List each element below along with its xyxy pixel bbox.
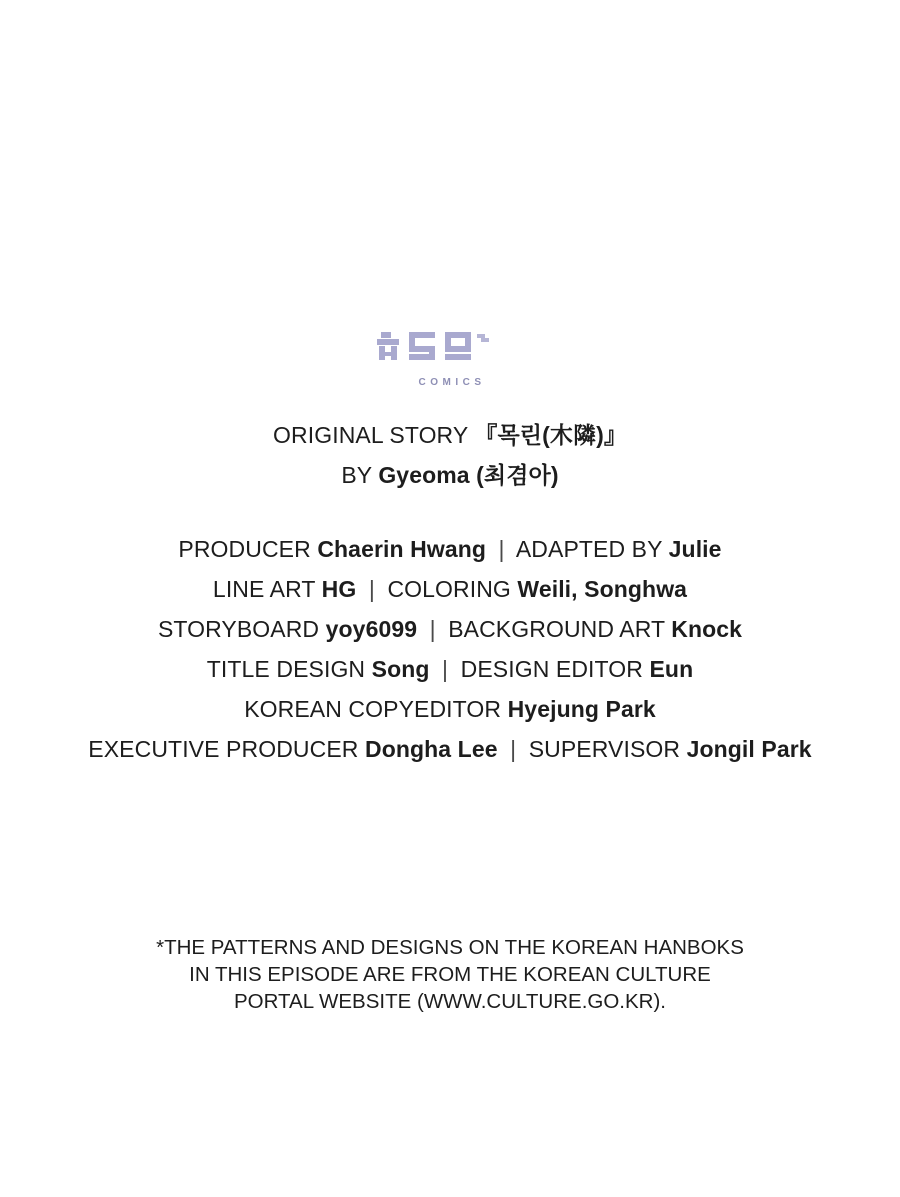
credit-label: LINE ART [212,576,316,602]
credit-label: COLORING [387,576,511,602]
credit-value: yoy6099 [325,616,418,642]
original-story-label: ORIGINAL STORY [273,422,468,448]
credit-label: PRODUCER [178,536,311,562]
credit-label: BACKGROUND ART [448,616,665,642]
credit-value: Eun [649,656,694,682]
credit-value: Weili, Songhwa [517,576,688,602]
footnote-line: PORTAL WEBSITE (WWW.CULTURE.GO.KR). [233,990,667,1013]
credit-value: Julie [668,536,722,562]
credit-value: Knock [671,616,743,642]
credit-separator: | [429,616,436,642]
credit-label: STORYBOARD [157,616,320,642]
footnote-line: *THE PATTERNS AND DESIGNS ON THE KOREAN HANBOKS [156,936,744,959]
credit-row [0,689,900,729]
credit-row [0,569,900,609]
footnote [0,934,900,1015]
credit-label: DESIGN EDITOR [460,656,643,682]
original-author-line [0,455,900,495]
credit-label: EXECUTIVE PRODUCER [88,736,359,762]
credit-separator: | [368,576,375,602]
credit-label: SUPERVISOR [528,736,681,762]
credit-value: Jongil Park [686,736,812,762]
credit-row [0,729,900,769]
credit-value: HG [321,576,357,602]
credit-value: Song [371,656,430,682]
logo-subtitle: COMICS [418,377,486,388]
credit-label: TITLE DESIGN [206,656,366,682]
credit-label: ADAPTED BY [515,536,663,562]
credit-label: KOREAN COPYEDITOR [244,696,502,722]
credit-row [0,649,900,689]
logo-wordmark-icon [375,322,525,370]
original-story-line [0,415,900,455]
footnote-line: IN THIS EPISODE ARE FROM THE KOREAN CULTURE [189,963,711,986]
publisher-logo [0,322,900,388]
by-label: BY [341,462,372,488]
credit-separator: | [442,656,449,682]
credit-value: Chaerin Hwang [317,536,487,562]
original-story-title: 『목린(木隣)』 [474,422,627,448]
credit-separator: | [510,736,517,762]
credits-list [0,529,900,769]
credit-separator: | [498,536,505,562]
credit-value: Hyejung Park [507,696,656,722]
credits-block [0,415,900,769]
credit-value: Dongha Lee [364,736,498,762]
original-author-name: Gyeoma (최겸아) [378,462,559,488]
credit-row [0,609,900,649]
credit-row [0,529,900,569]
